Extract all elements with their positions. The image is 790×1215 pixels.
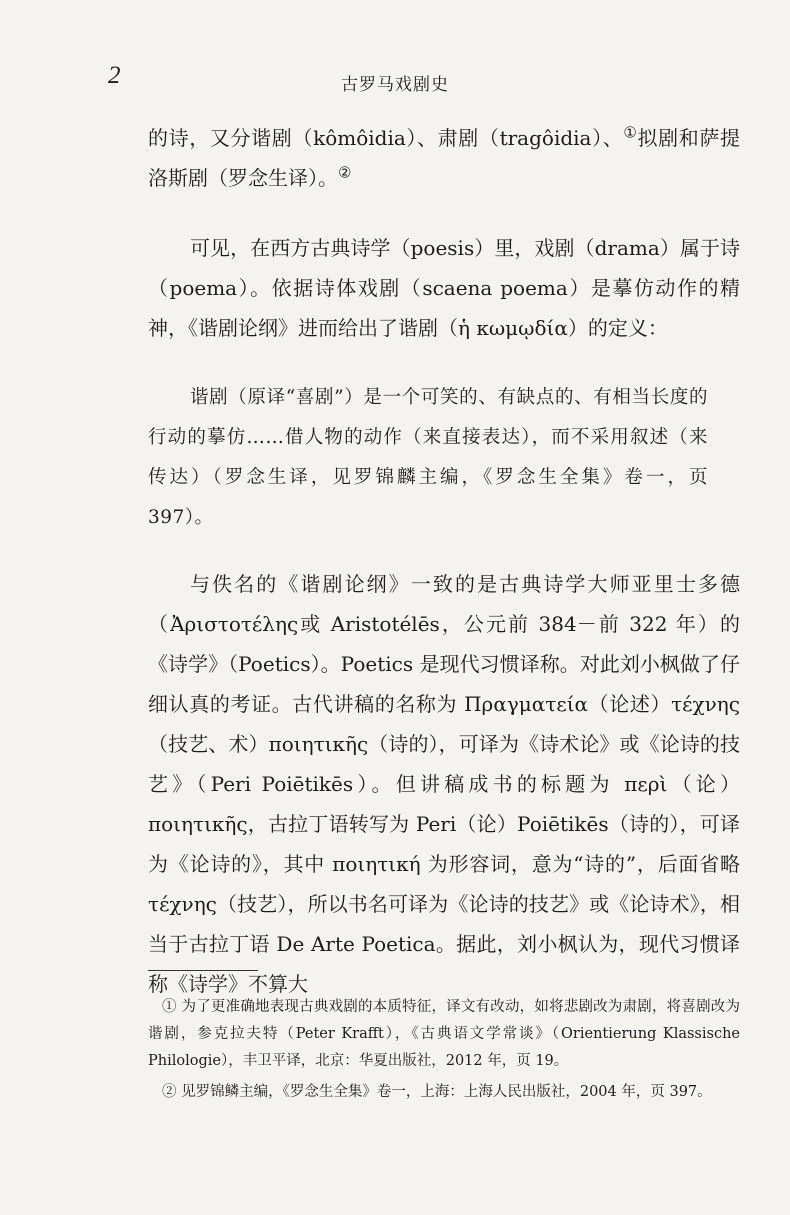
quote-text: 谐剧（原译“喜剧”）是一个可笑的、有缺点的、有相当长度的行动的摹仿……借人物的动作（来直接表达），而不采用叙述（来传达）（罗念生译，见罗锦麟主编，《罗念生全集》卷一，页 397）。 — [148, 387, 708, 528]
block-quote — [148, 378, 708, 538]
paragraph-text: 的诗，又分谐剧（kômôidia）、肃剧（tragôidia）、 — [148, 126, 624, 150]
paragraph-text: 可见，在西方古典诗学（poesis）里，戏剧（drama）属于诗（poema）。依据诗体戏剧（scaena poema）是摹仿动作的精神，《谐剧论纲》进而给出了谐剧（ἡ κωμῳδία）的定义： — [148, 236, 740, 340]
footnote-divider — [148, 970, 258, 971]
footnotes — [148, 994, 740, 1110]
paragraph-text: 拟剧和萨提洛斯剧（罗念生译）。 — [148, 126, 741, 190]
paragraph-text: 与佚名的《谐剧论纲》一致的是古典诗学大师亚里士多德（Ἀριστοτέλης或 Aristotélēs，公元前 384－前 322 年）的《诗学》（Poetics）。Poetics 是现代习惯译称。对此刘小枫做了仔细认真的考证。古代讲稿的名称为 Πραγματεία（论述）τέχνης（技艺、术）ποιητικῆς（诗的），可译为《诗术论》或《论诗的技艺》（Peri Poiētikēs）。但讲稿成书的标题为 περὶ（论）ποιητικῆς，古拉丁语转写为 Peri（论）Poiētikēs（诗的），可译为《论诗的》，其中 ποιητική 为形容词，意为“诗的”，后面省略 τέχνης（技艺），所以书名可译为《论诗的技艺》或《论诗术》，相当于古拉丁语 De Arte Poetica。据此，刘小枫认为，现代习惯译称《诗学》不算大 — [148, 572, 740, 996]
page-number: 2 — [108, 62, 121, 89]
paragraph-continuation — [148, 118, 740, 198]
footnote-ref-2: ② — [338, 163, 352, 182]
footnote-2: ② 见罗锦鳞主编，《罗念生全集》卷一，上海：上海人民出版社，2004 年，页 397。 — [162, 1084, 712, 1100]
running-head: 古罗马戏剧史 — [341, 75, 449, 95]
paragraph-definition-intro — [148, 228, 740, 348]
paragraph-aristotle — [148, 564, 740, 1004]
footnote-1: ① 为了更准确地表现古典戏剧的本质特征，译文有改动，如将悲剧改为肃剧，将喜剧改为谐剧，参克拉夫特（Peter Krafft），《古典语文学常谈》（Orientierung Klassische Philologie），丰卫平译，北京：华夏出版社，2012 年，页 19。 — [148, 999, 740, 1069]
footnote-ref-1: ① — [623, 123, 638, 142]
